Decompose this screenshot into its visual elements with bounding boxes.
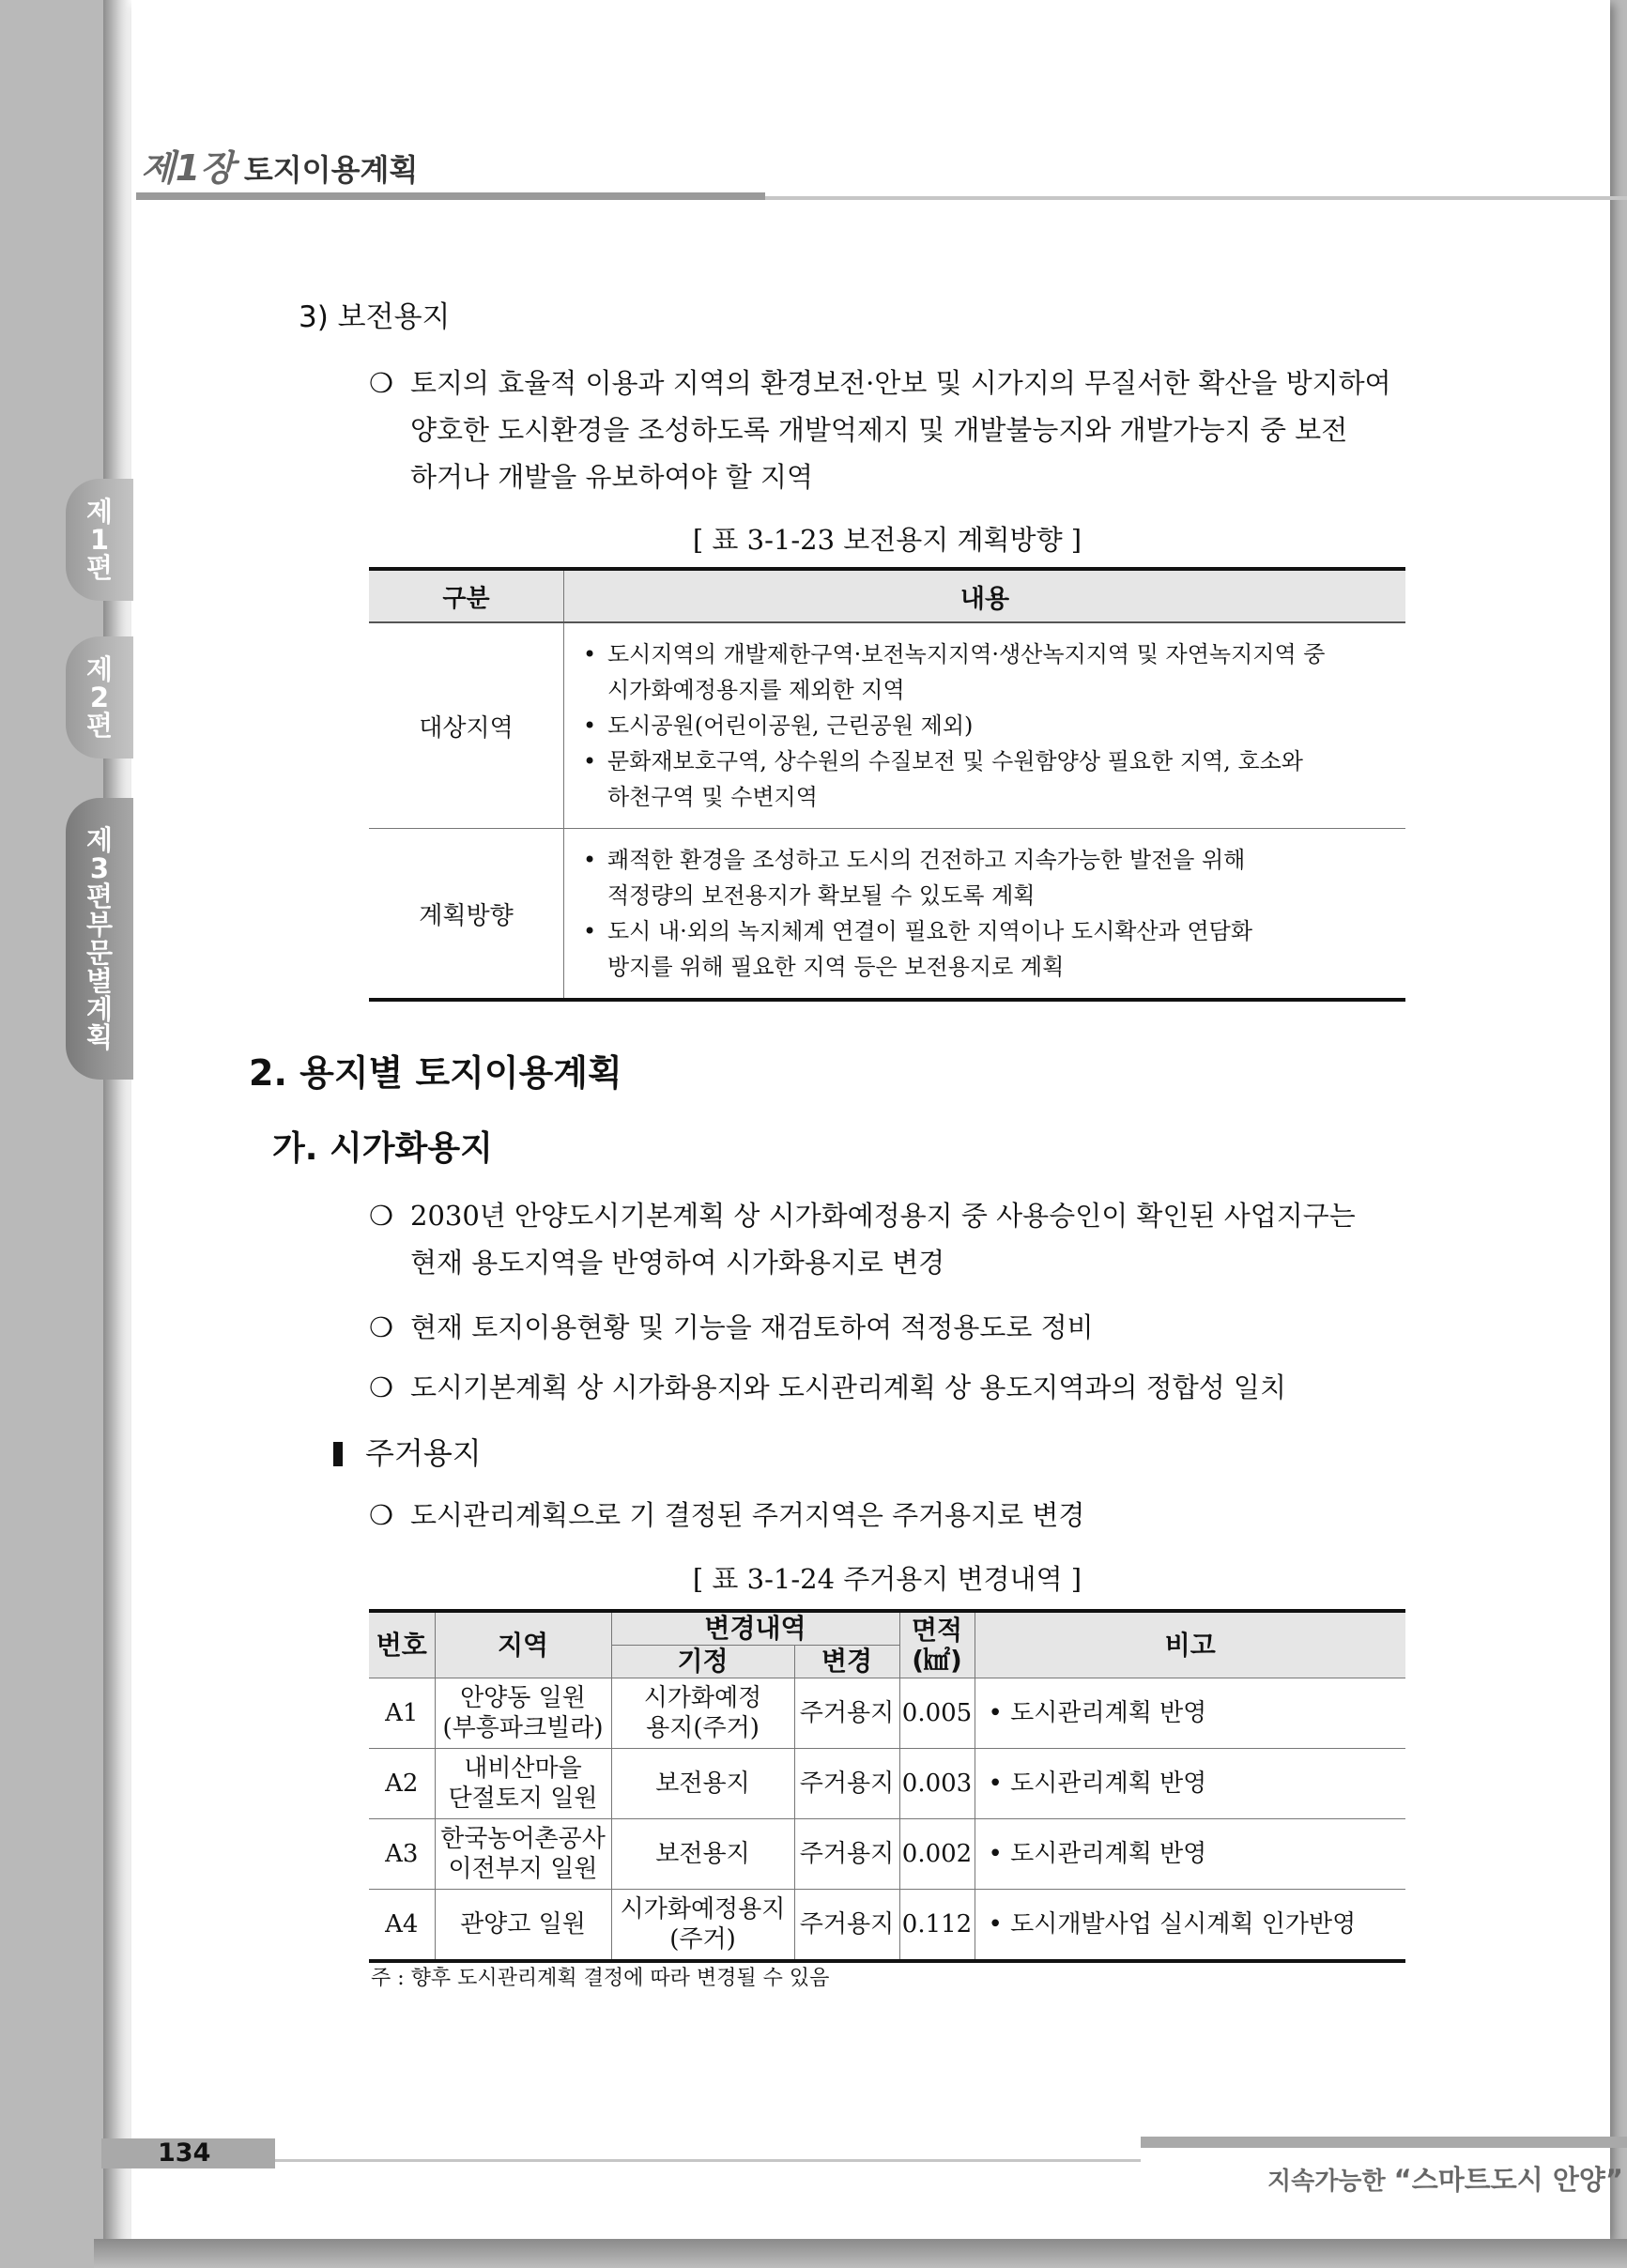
header-content: 내용 bbox=[564, 569, 1406, 622]
cell-note: • 도시개발사업 실시계획 인가반영 bbox=[975, 1890, 1405, 1962]
header-area: 면적 (㎢) bbox=[899, 1611, 975, 1678]
tab-char: 2 bbox=[89, 682, 110, 713]
cell-area: 0.002 bbox=[899, 1819, 975, 1890]
cell-no: A4 bbox=[369, 1890, 435, 1962]
list-item: • 문화재보호구역, 상수원의 수질보전 및 수원함양상 필요한 지역, 호소와 하천구역 및 수변지역 bbox=[579, 743, 1398, 815]
row-label: 계획방향 bbox=[369, 829, 564, 1001]
cell-no: A3 bbox=[369, 1819, 435, 1890]
header-rule-thin bbox=[765, 196, 1627, 200]
bullet-line: 양호한 도시환경을 조성하도록 개발억제지 및 개발불능지와 개발가능지 중 보전 bbox=[410, 414, 1348, 446]
tab-char: 부 bbox=[85, 909, 113, 941]
page-number: 134 bbox=[158, 2138, 211, 2168]
list-item: • 쾌적한 환경을 조성하고 도시의 건전하고 지속가능한 발전을 위해 적정량의 보전용지가 확보될 수 있도록 계획 bbox=[579, 842, 1398, 913]
footer-slogan: 지속가능한 “스마트도시 안양” bbox=[1267, 2164, 1623, 2196]
row-content bbox=[564, 829, 1406, 1001]
cell-region: 내비산마을 단절토지 일원 bbox=[435, 1749, 611, 1819]
table1-caption: [ 표 3-1-23 보전용지 계획방향 ] bbox=[692, 524, 1082, 556]
circle-bullet-icon: ❍ bbox=[369, 1372, 393, 1403]
tab-char: 제 bbox=[85, 496, 113, 528]
row-content bbox=[564, 622, 1406, 829]
table-row bbox=[369, 1749, 1405, 1819]
header-after: 변경 bbox=[794, 1646, 899, 1678]
tab-char: 제 bbox=[85, 824, 113, 856]
cell-note: • 도시관리계획 반영 bbox=[975, 1819, 1405, 1890]
bullet-line: 하거나 개발을 유보하여야 할 지역 bbox=[410, 461, 814, 493]
chapter-header bbox=[141, 139, 418, 191]
list-item: • 도시지역의 개발제한구역·보전녹지지역·생산녹지지역 및 자연녹지지역 중 시가화예정용지를 제외한 지역 bbox=[579, 636, 1398, 708]
header-rule bbox=[136, 192, 765, 200]
cell-before: 보전용지 bbox=[611, 1749, 794, 1819]
residential-heading: 주거용지 bbox=[333, 1430, 482, 1473]
tab-char: 획 bbox=[85, 1021, 113, 1053]
bullet-line: 도시관리계획으로 기 결정된 주거지역은 주거용지로 변경 bbox=[410, 1499, 1085, 1531]
list-item: • 도시 내·외의 녹지체계 연결이 필요한 지역이나 도시확산과 연담화 방지를 위해 필요한 지역 등은 보전용지로 계획 bbox=[579, 913, 1398, 985]
list-item: • 도시공원(어린이공원, 근린공원 제외) bbox=[579, 708, 1398, 743]
header-region: 지역 bbox=[435, 1611, 611, 1678]
footer-line bbox=[275, 2159, 1141, 2162]
bullet-line: 현재 토지이용현황 및 기능을 재검토하여 적정용도로 정비 bbox=[410, 1311, 1094, 1343]
subsection-heading-urban: 가. 시가화용지 bbox=[272, 1129, 493, 1168]
circle-bullet-icon: ❍ bbox=[369, 367, 393, 399]
residential-change-table bbox=[369, 1609, 1405, 1963]
cell-area: 0.005 bbox=[899, 1678, 975, 1749]
tab-char: 편 bbox=[85, 881, 113, 912]
circle-bullet-icon: ❍ bbox=[369, 1311, 393, 1343]
tab-char: 계 bbox=[85, 993, 113, 1025]
cell-after: 주거용지 bbox=[794, 1890, 899, 1962]
conservation-table bbox=[369, 567, 1405, 1002]
tab-char: 별 bbox=[85, 965, 113, 997]
cell-before: 시가화예정용지 (주거) bbox=[611, 1890, 794, 1962]
bullet-line: 도시기본계획 상 시가화용지와 도시관리계획 상 용도지역과의 정합성 일치 bbox=[410, 1372, 1286, 1403]
circle-bullet-icon: ❍ bbox=[369, 1499, 393, 1531]
bullet-line: 현재 용도지역을 반영하여 시가화용지로 변경 bbox=[410, 1247, 945, 1279]
side-tab-part2[interactable] bbox=[66, 636, 133, 759]
bullet-line: 토지의 효율적 이용과 지역의 환경보전·안보 및 시가지의 무질서한 확산을 방지하여 bbox=[410, 367, 1391, 399]
section-heading-conservation: 3) 보전용지 bbox=[299, 300, 451, 334]
cell-region: 안양동 일원 (부흥파크빌라) bbox=[435, 1678, 611, 1749]
cell-no: A2 bbox=[369, 1749, 435, 1819]
bullet-residential bbox=[369, 1492, 1411, 1539]
cell-before: 보전용지 bbox=[611, 1819, 794, 1890]
cell-note: • 도시관리계획 반영 bbox=[975, 1678, 1405, 1749]
page-shadow bbox=[94, 2239, 1627, 2268]
bullet-urban-1 bbox=[369, 1192, 1411, 1286]
table2-caption: [ 표 3-1-24 주거용지 변경내역 ] bbox=[692, 1563, 1082, 1595]
cell-area: 0.003 bbox=[899, 1749, 975, 1819]
circle-bullet-icon: ❍ bbox=[369, 1200, 393, 1232]
header-change: 변경내역 bbox=[611, 1611, 899, 1646]
cell-after: 주거용지 bbox=[794, 1749, 899, 1819]
tab-char: 편 bbox=[85, 552, 113, 584]
cell-no: A1 bbox=[369, 1678, 435, 1749]
tab-char: 3 bbox=[89, 852, 110, 884]
table-row bbox=[369, 829, 1405, 1001]
cell-region: 한국농어촌공사 이전부지 일원 bbox=[435, 1819, 611, 1890]
table-row bbox=[369, 622, 1405, 829]
table-row bbox=[369, 1890, 1405, 1962]
tab-char: 편 bbox=[85, 710, 113, 742]
book-spine bbox=[103, 0, 131, 2253]
side-tab-part1[interactable] bbox=[66, 479, 133, 601]
footer-bar-right bbox=[1141, 2137, 1627, 2148]
header-note: 비고 bbox=[975, 1611, 1405, 1678]
header-before: 기정 bbox=[611, 1646, 794, 1678]
bullet-urban-3 bbox=[369, 1364, 1411, 1411]
bullet-line: 2030년 안양도시기본계획 상 시가화예정용지 중 사용승인이 확인된 사업지구는 bbox=[410, 1200, 1356, 1232]
side-tab-part3[interactable] bbox=[66, 798, 133, 1080]
table-row bbox=[369, 1678, 1405, 1749]
bullet-urban-2 bbox=[369, 1304, 1411, 1351]
table-row bbox=[369, 1819, 1405, 1890]
cell-before: 시가화예정 용지(주거) bbox=[611, 1678, 794, 1749]
section-heading-landuse: 2. 용지별 토지이용계획 bbox=[249, 1052, 622, 1094]
bullet-conservation bbox=[369, 360, 1411, 500]
tab-char: 제 bbox=[85, 653, 113, 685]
row-label: 대상지역 bbox=[369, 622, 564, 829]
header-category: 구분 bbox=[369, 569, 564, 622]
tab-char: 문 bbox=[85, 937, 113, 969]
cell-area: 0.112 bbox=[899, 1890, 975, 1962]
cell-note: • 도시관리계획 반영 bbox=[975, 1749, 1405, 1819]
chapter-number: 제1장 bbox=[141, 147, 235, 189]
header-no: 번호 bbox=[369, 1611, 435, 1678]
chapter-title: 토지이용계획 bbox=[243, 152, 419, 188]
square-bullet-icon bbox=[333, 1442, 343, 1466]
cell-after: 주거용지 bbox=[794, 1678, 899, 1749]
table2-footnote: 주 : 향후 도시관리계획 결정에 따라 변경될 수 있음 bbox=[371, 1967, 830, 1990]
tab-char: 1 bbox=[89, 524, 110, 556]
cell-after: 주거용지 bbox=[794, 1819, 899, 1890]
cell-region: 관양고 일원 bbox=[435, 1890, 611, 1962]
